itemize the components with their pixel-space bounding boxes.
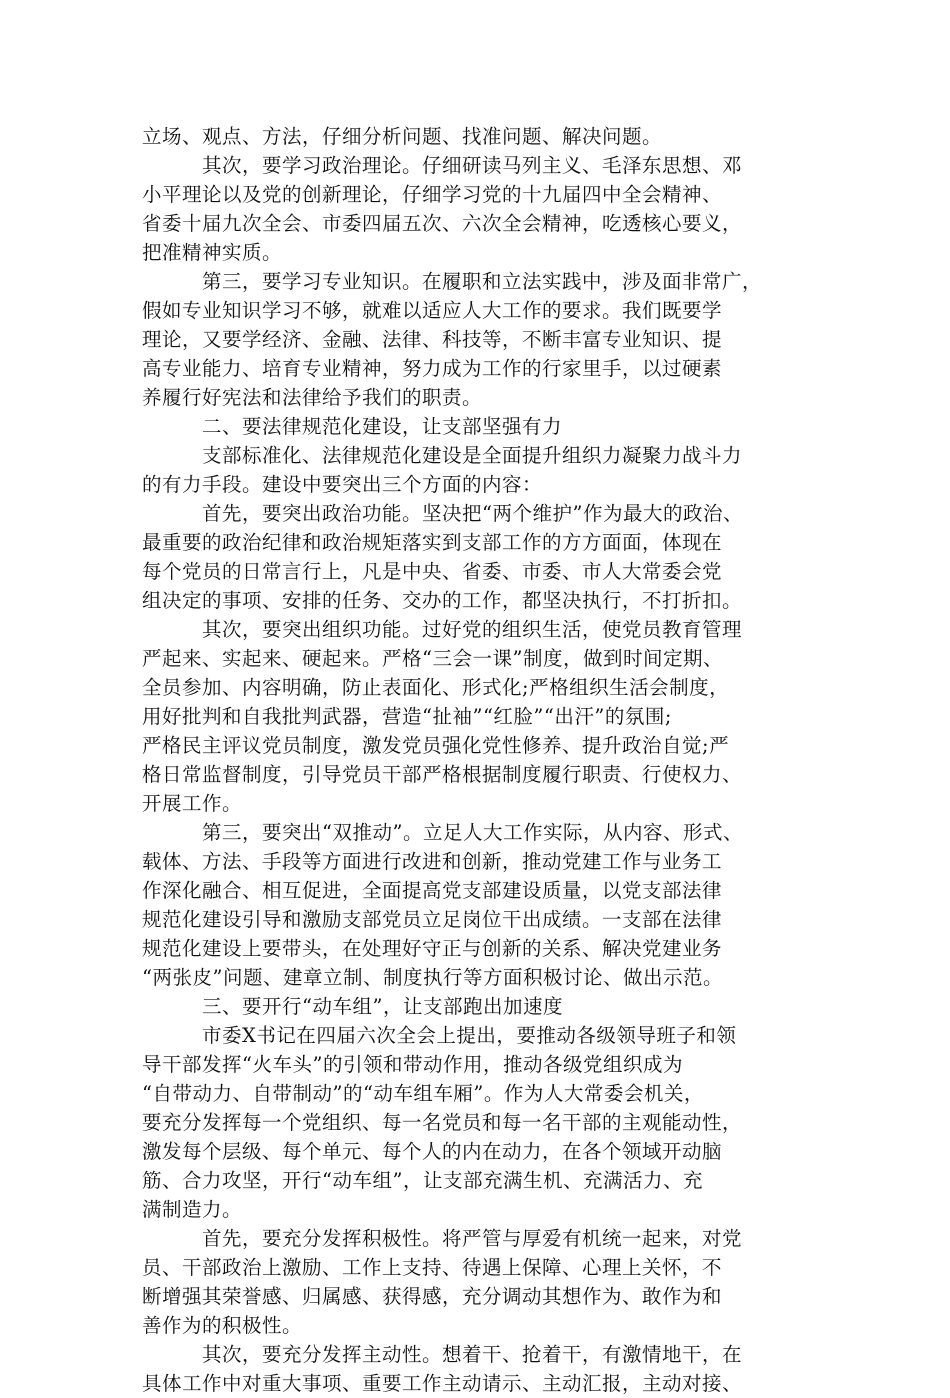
text-line: 规范化建设上要带头，在处理好守正与创新的关系、解决党建业务 [142,937,723,960]
text-line: 的有力手段。建设中要突出三个方面的内容： [142,473,543,496]
text-line: 严起来、实起来、硬起来。严格“三会一课”制度，做到时间定期、 [142,647,723,670]
text-line: 筋、合力攻坚，开行“动车组”，让支部充满生机、充满活力、充 [142,1169,703,1192]
text-line: 载体、方法、手段等方面进行改进和创新，推动党建工作与业务工 [142,850,723,873]
text-line: 首先，要突出政治功能。坚决把“两个维护”作为最大的政治、 [202,502,743,525]
text-line: 三、要开行“动车组”，让支部跑出加速度 [202,995,563,1018]
text-line: 每个党员的日常言行上，凡是中央、省委、市委、市人大常委会党 [142,560,723,583]
text-line: 断增强其荣誉感、归属感、获得感，充分调动其想作为、敢作为和 [142,1285,723,1308]
text-line: 小平理论以及党的创新理论，仔细学习党的十九届四中全会精神、 [142,183,723,206]
text-line: 高专业能力、培育专业精神，努力成为工作的行家里手，以过硬素 [142,357,723,380]
text-line: 全员参加、内容明确，防止表面化、形式化;严格组织生活会制度， [142,676,730,699]
text-line: 省委十届九次全会、市委四届五次、六次全会精神，吃透核心要义， [142,212,743,235]
text-line: 第三，要学习专业知识。在履职和立法实践中，涉及面非常广， [202,270,763,293]
text-line: “两张皮”问题、建章立制、制度执行等方面积极讨论、做出示范。 [142,966,723,989]
text-line: 具体工作中对重大事项、重要工作主动请示、主动汇报，主动对接、 [142,1372,743,1395]
text-line: 开展工作。 [142,792,243,815]
text-line: 第三，要突出“双推动”。立足人大工作实际，从内容、形式、 [202,821,743,844]
text-line: 员、干部政治上激励、工作上支持、待遇上保障、心理上关怀，不 [142,1256,723,1279]
text-line: 组决定的事项、安排的任务、交办的工作，都坚决执行，不打折扣。 [142,589,743,612]
text-line: 其次，要充分发挥主动性。想着干、抢着干，有激情地干，在 [202,1343,743,1366]
document-body [142,122,832,1398]
text-line: 作深化融合、相互促进，全面提高党支部建设质量，以党支部法律 [142,879,723,902]
text-line: 善作为的积极性。 [142,1314,303,1337]
text-line: 格日常监督制度，引导党员干部严格根据制度履行职责、行使权力、 [142,763,743,786]
text-line: 支部标准化、法律规范化建设是全面提升组织力凝聚力战斗力 [202,444,743,467]
text-line: 激发每个层级、每个单元、每个人的内在动力，在各个领域开动脑 [142,1140,723,1163]
text-line: 理论，又要学经济、金融、法律、科技等，不断丰富专业知识、提 [142,328,723,351]
text-line: 假如专业知识学习不够，就难以适应人大工作的要求。我们既要学 [142,299,723,322]
text-line: 要充分发挥每一个党组织、每一名党员和每一名干部的主观能动性， [142,1111,743,1134]
text-line: 养履行好宪法和法律给予我们的职责。 [142,386,483,409]
text-line: 把准精神实质。 [142,241,283,264]
text-line: 规范化建设引导和激励支部党员立足岗位干出成绩。一支部在法律 [142,908,723,931]
text-line: 立场、观点、方法，仔细分析问题、找准问题、解决问题。 [142,125,663,148]
text-line: 最重要的政治纪律和政治规矩落实到支部工作的方方面面，体现在 [142,531,723,554]
text-line: “自带动力、自带制动”的“动车组车厢”。作为人大常委会机关， [142,1082,704,1105]
text-line: 二、要法律规范化建设，让支部坚强有力 [202,415,563,438]
text-line: 严格民主评议党员制度，激发党员强化党性修养、提升政治自觉;严 [142,734,730,757]
text-line: 市委X书记在四届六次全会上提出，要推动各级领导班子和领 [202,1024,737,1047]
text-line: 满制造力。 [142,1198,243,1221]
text-line: 导干部发挥“火车头”的引领和带动作用，推动各级党组织成为 [142,1053,683,1076]
text-line: 首先，要充分发挥积极性。将严管与厚爱有机统一起来，对党 [202,1227,743,1250]
text-line: 其次，要突出组织功能。过好党的组织生活，使党员教育管理 [202,618,743,641]
text-line: 其次，要学习政治理论。仔细研读马列主义、毛泽东思想、邓 [202,154,743,177]
text-line: 用好批判和自我批判武器，营造“扯袖”“红脸”“出汗”的氛围; [142,705,672,728]
